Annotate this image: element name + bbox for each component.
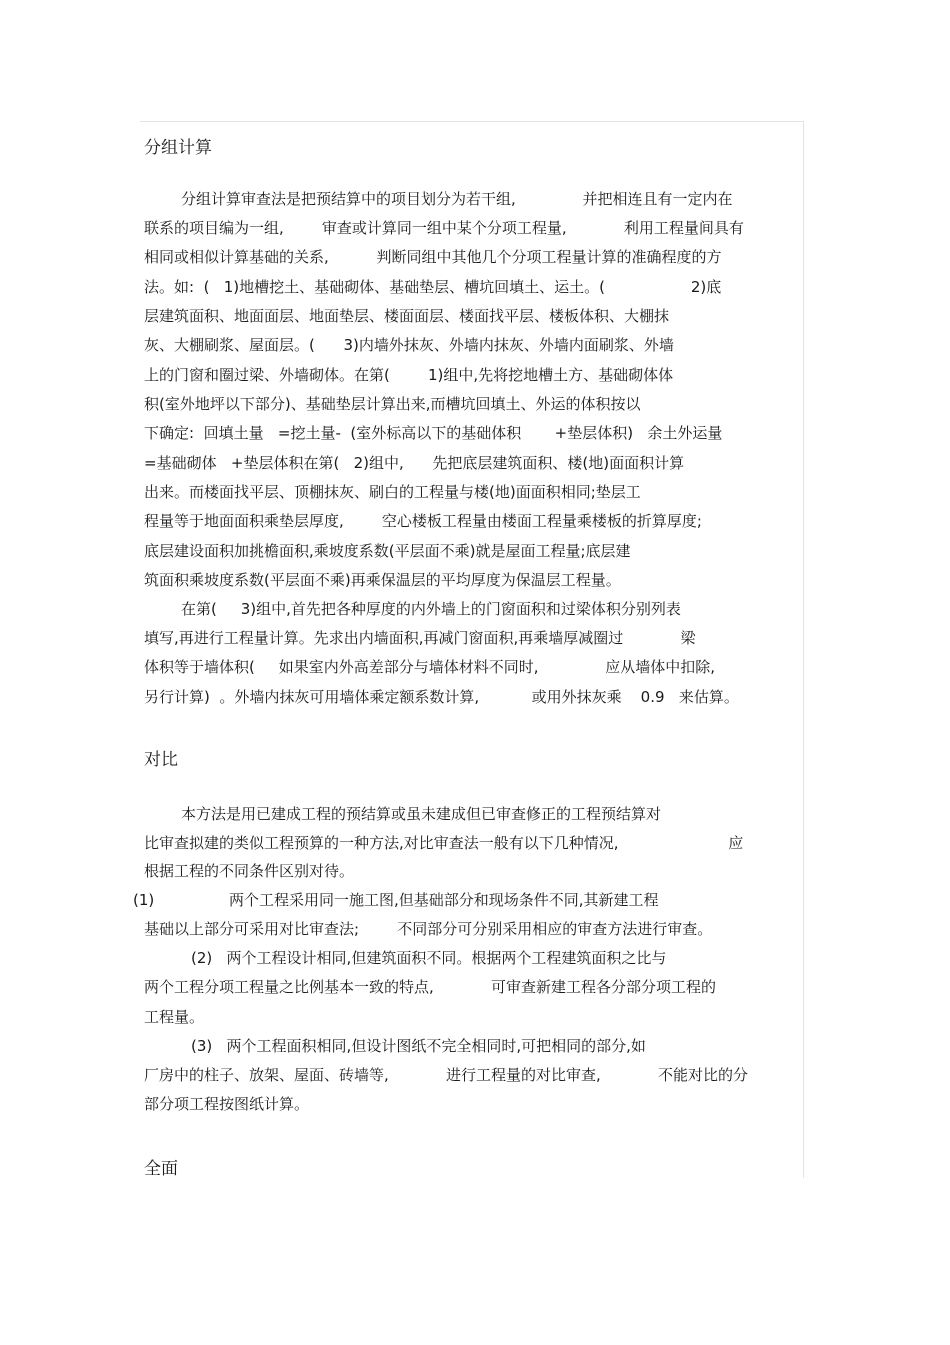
paragraph-line: 本方法是用已建成工程的预结算或虽未建成但已审查修正的工程预结算对	[181, 805, 662, 823]
paragraph-line: 出来。而楼面找平层、顶棚抹灰、刷白的工程量与楼(地)面面积相同;垫层工	[144, 483, 641, 501]
paragraph-line: =基础砌体 +垫层体积在第( 2)组中, 先把底层建筑面积、楼(地)面面积计算	[144, 454, 685, 472]
paragraph-line: 联系的项目编为一组, 审查或计算同一组中某个分项工程量, 利用工程量间具有	[144, 219, 744, 237]
section-heading-full: 全面	[144, 1159, 178, 1179]
paragraph-line: 厂房中的柱子、放架、屋面、砖墙等, 进行工程量的对比审查, 不能对比的分	[144, 1066, 748, 1084]
paragraph-line: (2) 两个工程设计相同,但建筑面积不同。根据两个工程建筑面积之比与	[191, 949, 667, 967]
paragraph-line: 工程量。	[144, 1008, 205, 1026]
paragraph-line: 在第( 3)组中,首先把各种厚度的内外墙上的门窗面积和过梁体积分别列表	[181, 600, 681, 618]
paragraph-line: 填写,再进行工程量计算。先求出内墙面积,再减门窗面积,再乘墙厚减圈过 梁	[144, 629, 696, 647]
paragraph-line: 上的门窗和圈过梁、外墙砌体。在第( 1)组中,先将挖地槽土方、基础砌体体	[144, 366, 674, 384]
paragraph-line: 比审查拟建的类似工程预算的一种方法,对比审查法一般有以下几种情况, 应	[144, 834, 744, 852]
paragraph-line: 底层建设面积加挑檐面积,乘坡度系数(平层面不乘)就是屋面工程量;底层建	[144, 542, 631, 560]
paragraph-line: (3) 两个工程面积相同,但设计图纸不完全相同时,可把相同的部分,如	[191, 1037, 646, 1055]
paragraph-line: 另行计算) 。外墙内抹灰可用墙体乘定额系数计算, 或用外抹灰乘 0.9 来估算。	[144, 688, 739, 706]
paragraph-line: 部分项工程按图纸计算。	[144, 1095, 310, 1113]
paragraph-line: 两个工程采用同一施工图,但基础部分和现场条件不同,其新建工程	[229, 891, 659, 909]
paragraph-line: 程量等于地面面积乘垫层厚度, 空心楼板工程量由楼面工程量乘楼板的折算厚度;	[144, 512, 702, 530]
paragraph-line: 灰、大棚刷浆、屋面层。( 3)内墙外抹灰、外墙内抹灰、外墙内面刷浆、外墙	[144, 336, 674, 354]
list-marker: (1)	[133, 891, 155, 909]
paragraph-line: 体积等于墙体积( 如果室内外高差部分与墙体材料不同时, 应从墙体中扣除,	[144, 658, 715, 676]
section-heading-comparison: 对比	[144, 750, 178, 770]
paragraph-line: 相同或相似计算基础的关系, 判断同组中其他几个分项工程量计算的准确程度的方	[144, 248, 722, 266]
paragraph-line: 两个工程分项工程量之比例基本一致的特点, 可审查新建工程各分部分项工程的	[144, 978, 716, 996]
paragraph-line: 根据工程的不同条件区别对待。	[144, 862, 355, 880]
paragraph-line: 筑面积乘坡度系数(平层面不乘)再乘保温层的平均厚度为保温层工程量。	[144, 571, 621, 589]
paragraph-line: 层建筑面积、地面面层、地面垫层、楼面面层、楼面找平层、楼板体积、大棚抹	[144, 307, 670, 325]
paragraph-line: 下确定: 回填土量 =挖土量- (室外标高以下的基础体积 +垫层体积) 余土外运量	[144, 424, 723, 442]
paragraph-line: 积(室外地坪以下部分)、基础垫层计算出来,而槽坑回填土、外运的体积按以	[144, 395, 641, 413]
paragraph-line: 分组计算审查法是把预结算中的项目划分为若干组, 并把相连且有一定内在	[181, 190, 733, 208]
section-heading-grouping: 分组计算	[144, 138, 212, 158]
paragraph-line: 基础以上部分可采用对比审查法; 不同部分可分别采用相应的审查方法进行审查。	[144, 920, 713, 938]
paragraph-line: 法。如: ( 1)地槽挖土、基础砌体、基础垫层、槽坑回填土、运土。( 2)底	[144, 278, 722, 296]
